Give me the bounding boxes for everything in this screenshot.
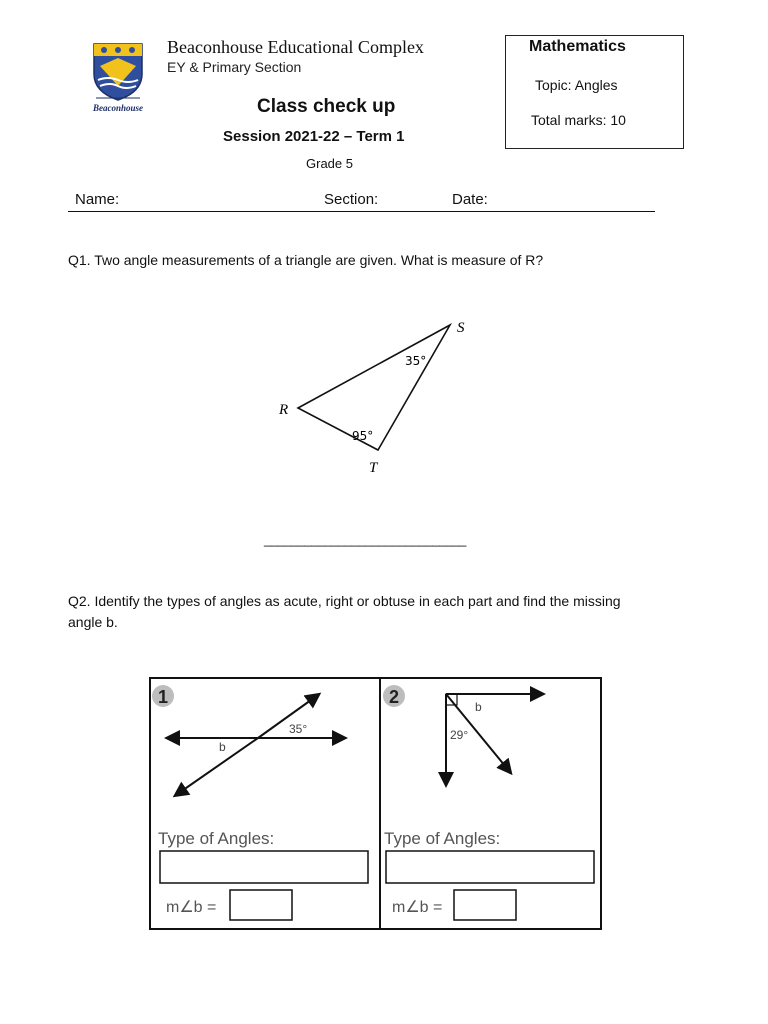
panel-2-angle-29-label: 29° (450, 728, 469, 742)
subject-label: Mathematics (529, 38, 626, 55)
triangle-rst (298, 325, 450, 450)
panel-1-angle-35-label: 35° (289, 722, 308, 736)
vertex-s-label: S (457, 320, 465, 336)
school-name: Beaconhouse Educational Complex (167, 37, 424, 57)
panel-2-type-label: Type of Angles: (384, 829, 501, 848)
panel-1-number: 1 (158, 687, 169, 707)
date-field-label: Date: (452, 191, 488, 208)
panel-2-measure-label: m∠b = (392, 899, 443, 916)
vertex-r-label: R (279, 402, 289, 418)
answer-line: ______________________________ (264, 532, 466, 547)
panel-2-angle-b-label: b (475, 700, 482, 714)
panel-1 (152, 685, 368, 920)
page-title: Class check up (257, 96, 396, 117)
name-field-label: Name: (75, 191, 120, 208)
triangle-figure (270, 310, 480, 480)
angle-t-label: 95° (352, 429, 374, 443)
angles-figure (148, 676, 603, 932)
panel-2 (383, 685, 594, 920)
question-2-text-line1: Q2. Identify the types of angles as acute, right or obtuse in each part and find the missing (68, 593, 621, 609)
panel-1-angle-b-label: b (219, 740, 226, 754)
logo-text: Beaconhouse (92, 103, 144, 113)
section-name: EY & Primary Section (167, 59, 302, 75)
question-2-text-line2: angle b. (68, 614, 118, 630)
section-field-label: Section: (324, 191, 379, 208)
vertex-t-label: T (369, 460, 378, 476)
question-1-text: Q1. Two angle measurements of a triangle are given. What is measure of R? (68, 252, 544, 268)
panel-2-measure-answer-box (454, 890, 516, 920)
grade-label: Grade 5 (306, 156, 353, 171)
panel-1-measure-label: m∠b = (166, 899, 217, 916)
header-divider (68, 211, 655, 212)
topic-label: Topic: Angles (535, 77, 618, 93)
school-logo (88, 40, 148, 116)
panel-1-measure-answer-box (230, 890, 292, 920)
session-label: Session 2021-22 – Term 1 (223, 128, 405, 145)
panel-1-type-label: Type of Angles: (158, 829, 275, 848)
total-marks-label: Total marks: 10 (531, 112, 626, 128)
panel-1-type-answer-box (160, 851, 368, 883)
panel-2-type-answer-box (386, 851, 594, 883)
panel-2-number: 2 (389, 687, 400, 707)
angle-s-label: 35° (405, 354, 427, 368)
